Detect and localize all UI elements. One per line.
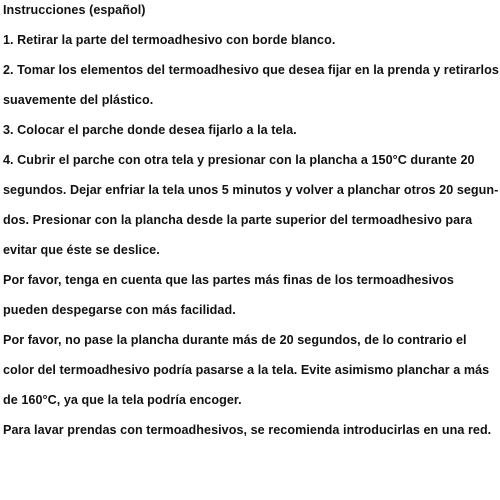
note-fine-parts-line-2: pueden despegarse con más facilidad. <box>3 303 236 317</box>
note-ironing-line-1: Por favor, no pase la plancha durante más de 20 segundos, de lo contrario el <box>3 333 467 347</box>
note-ironing-line-2: color del termoadhesivo podría pasarse a la tela. Evite asimismo planchar a más <box>3 363 490 377</box>
instruction-step-3: 3. Colocar el parche donde desea fijarlo a la tela. <box>3 123 297 137</box>
instruction-step-4-line-4: evitar que éste se deslice. <box>3 243 160 257</box>
instruction-step-2-line-1: 2. Tomar los elementos del termoadhesivo que desea fijar en la prenda y retirarlos <box>3 63 499 77</box>
note-ironing-line-3: de 160°C, ya que la tela podría encoger. <box>3 393 242 407</box>
note-washing: Para lavar prendas con termoadhesivos, se recomienda introducirlas en una red. <box>3 423 492 437</box>
instruction-step-2-line-2: suavemente del plástico. <box>3 93 154 107</box>
instruction-step-4-line-2: segundos. Dejar enfriar la tela unos 5 minutos y volver a planchar otros 20 segun- <box>3 183 499 197</box>
note-fine-parts-line-1: Por favor, tenga en cuenta que las partes más finas de los termoadhesivos <box>3 273 454 287</box>
document-heading: Instrucciones (español) <box>3 3 146 17</box>
instruction-step-4-line-3: dos. Presionar con la plancha desde la parte superior del termoadhesivo para <box>3 213 473 227</box>
instruction-step-4-line-1: 4. Cubrir el parche con otra tela y presionar con la plancha a 150°C durante 20 <box>3 153 475 167</box>
instruction-step-1: 1. Retirar la parte del termoadhesivo con borde blanco. <box>3 33 336 47</box>
